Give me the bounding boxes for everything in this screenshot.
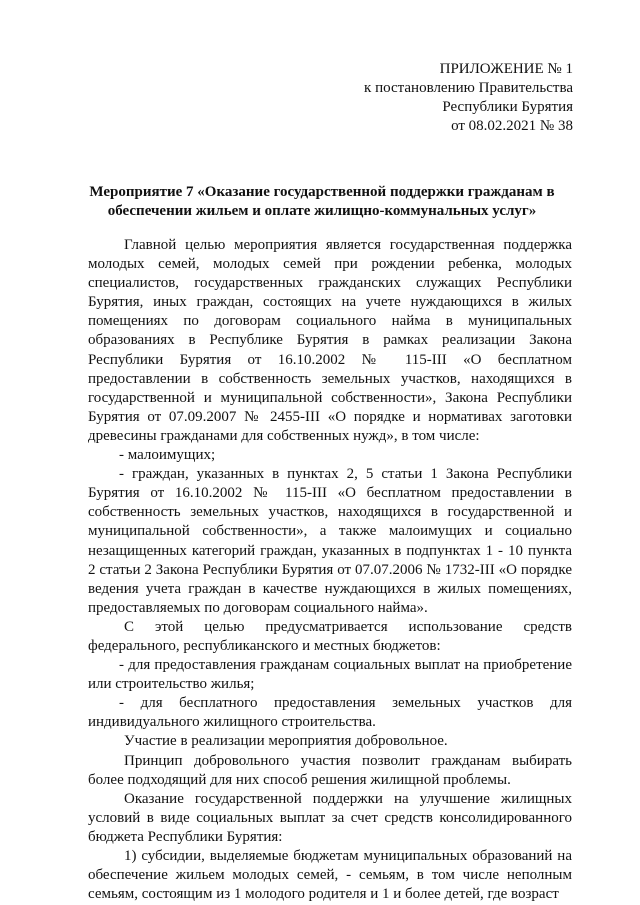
list-item: - граждан, указанных в пунктах 2, 5 статьи 1 Закона Республики Бурятия от 16.10.2002 № 115-III «О бесплатном предоставлении в собственность земельных участков, находящихся в государственной и муниципальной собственности», а также малоимущих и социально незащищенных категорий граждан, указанных в подпунктах 1 - 10 пункта 2 статьи 2 Закона Республики Бурятия от 07.07.2006 № 1732-III «О порядке ведения учета граждан в качестве нуждающихся в жилых помещениях, предоставляемых по договорам социального найма». [88,466,572,616]
body-paragraph: Главной целью мероприятия является государственная поддержка молодых семей, молодых семей при рождении ребенка, молодых специалистов, государственных гражданских служащих Республики Бурятия, иных граждан, состоящих на учете нуждающихся в жилых помещениях по договорам социального найма в муниципальных образованиях в Республике Бурятия в рамках реализации Закона Республики Бурятия от 16.10.2002 № 115-III «О бесплатном предоставлении в собственность земельных участков, находящихся в государственной и муниципальной собственности», Закона Республики Бурятия от 07.09.2007 № 2455-III «О порядке и нормативах заготовки древесины гражданами для собственных нужд», в том числе: [88,237,572,444]
appendix-header [364,60,573,136]
appendix-government: Республики Бурятия [442,99,573,115]
body-paragraph: 1) субсидии, выделяемые бюджетам муниципальных образований на обеспечение жильем молодых семей, - семьям, в том числе неполным семьям, состоящим из 1 молодого родителя и 1 и более детей, где возраст [88,848,572,903]
body-paragraph: С этой целью предусматривается использование средств федерального, республиканского и местных бюджетов: [88,618,572,654]
body-paragraph: Участие в реализации мероприятия добровольное. [124,733,448,750]
list-item: - малоимущих; [119,447,216,464]
list-item: - для предоставления гражданам социальных выплат на приобретение или строительство жилья; [88,657,572,693]
appendix-date-number: от 08.02.2021 № 38 [451,118,573,134]
document-title: Мероприятие 7 «Оказание государственной поддержки гражданам в обеспечении жильем и оплате жилищно-коммунальных услуг» [89,184,555,219]
appendix-number: ПРИЛОЖЕНИЕ № 1 [439,61,573,77]
appendix-resolution-ref: к постановлению Правительства [364,80,573,96]
body-paragraph: Оказание государственной поддержки на улучшение жилищных условий в виде социальных выплат за счет средств консолидированного бюджета Республики Бурятия: [88,790,572,845]
document-body [88,236,572,904]
body-paragraph: Принцип добровольного участия позволит гражданам выбирать более подходящий для них способ решения жилищной проблемы. [88,752,572,788]
list-item: - для бесплатного предоставления земельных участков для индивидуального жилищного строительства. [88,695,572,731]
